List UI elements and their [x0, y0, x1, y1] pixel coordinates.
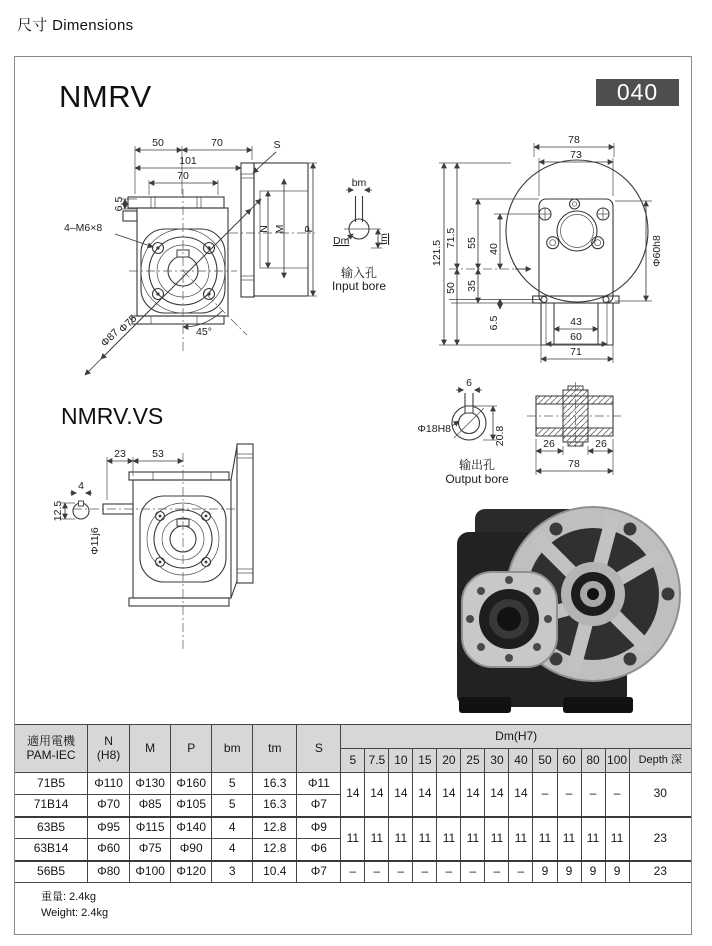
front-phi-75: Φ75 [116, 312, 140, 336]
input-bore-caption-zh: 输入孔 [340, 266, 378, 280]
cell-dm: – [605, 773, 629, 817]
cell-dm: 11 [605, 817, 629, 861]
table-header-row-1 [15, 725, 692, 749]
cell-dm: 11 [581, 817, 605, 861]
cell-tm: 16.3 [253, 773, 297, 795]
cell-dm: – [413, 861, 437, 883]
weight-note-zh: 重量: 2.4kg [41, 891, 97, 903]
input-bore-drawing [332, 177, 390, 293]
cell-n: Φ95 [88, 817, 130, 839]
cell-bm: 3 [212, 861, 253, 883]
output-bore-caption-en: Output bore [445, 472, 509, 486]
front-dim-70-top: 70 [211, 137, 223, 149]
cell-dm: 9 [557, 861, 581, 883]
cell-bm: 4 [212, 839, 253, 861]
weight-note-en: Weight: 2.4kg [41, 906, 109, 919]
rear-dim-121-5: 121.5 [431, 239, 443, 267]
output-bore-drawing [418, 377, 509, 486]
output-phi-18h8: Φ18H8 [417, 423, 451, 435]
header-tm: tm [253, 725, 297, 773]
cell-dm: 11 [461, 817, 485, 861]
vs-dim-23: 23 [114, 448, 126, 460]
rear-dim-43: 43 [570, 316, 582, 328]
header-n: N (H8) [88, 725, 130, 773]
header-s: S [297, 725, 341, 773]
photo-front-flange [462, 572, 557, 667]
header-dm-80: 80 [581, 749, 605, 773]
cell-dm: – [581, 773, 605, 817]
rear-view-drawing [431, 134, 663, 363]
cell-dm: 14 [485, 773, 509, 817]
rear-dim-35: 35 [466, 280, 478, 292]
rear-dim-71-5: 71.5 [445, 227, 457, 249]
cell-s: Φ11 [297, 773, 341, 795]
cell-dm: 14 [437, 773, 461, 817]
rear-dim-73: 73 [570, 149, 582, 161]
front-p-label: P [303, 225, 315, 233]
cell-p: Φ160 [171, 773, 212, 795]
cell-dm: 11 [365, 817, 389, 861]
cell-tm: 12.8 [253, 839, 297, 861]
front-dim-50: 50 [152, 137, 164, 149]
cell-pam: 63B14 [15, 839, 88, 861]
header-dm-h7: Dm(H7) [341, 725, 692, 749]
front-view-drawing [64, 137, 317, 375]
cell-dm: – [509, 861, 533, 883]
cell-dm: 11 [557, 817, 581, 861]
cell-tm: 10.4 [253, 861, 297, 883]
shaft-dim-78: 78 [568, 458, 580, 470]
vs-dim-4: 4 [78, 480, 84, 492]
header-dm-40: 40 [509, 749, 533, 773]
table-row [15, 773, 692, 795]
header-dm-60: 60 [557, 749, 581, 773]
header-dm-7-5: 7.5 [365, 749, 389, 773]
output-bore-caption-zh: 输出孔 [458, 458, 496, 472]
cell-m: Φ130 [130, 773, 171, 795]
cell-dm: – [557, 773, 581, 817]
front-dim-70-plate: 70 [177, 170, 189, 182]
cell-dm: 11 [509, 817, 533, 861]
cell-depth: 30 [629, 773, 691, 817]
table-row [15, 861, 692, 883]
cell-dm: – [461, 861, 485, 883]
cell-n: Φ110 [88, 773, 130, 795]
page-title: 尺寸 Dimensions [17, 17, 134, 34]
cell-dm: 9 [533, 861, 557, 883]
shaft-dim-26-left: 26 [543, 438, 555, 450]
cell-bm: 4 [212, 817, 253, 839]
cell-dm: 14 [389, 773, 413, 817]
vs-dim-12-5: 12.5 [52, 500, 64, 522]
vs-dim-53: 53 [152, 448, 164, 460]
cell-p: Φ120 [171, 861, 212, 883]
cell-pam: 56B5 [15, 861, 88, 883]
rear-dim-6-5: 6.5 [488, 315, 500, 331]
cell-dm: – [485, 861, 509, 883]
product-photo [457, 507, 680, 713]
cell-depth: 23 [629, 861, 691, 883]
cell-dm: – [389, 861, 413, 883]
cell-bm: 5 [212, 773, 253, 795]
cell-depth: 23 [629, 817, 691, 861]
cell-dm: 14 [365, 773, 389, 817]
output-dim-20-8: 20.8 [494, 425, 506, 447]
cell-dm: – [437, 861, 461, 883]
cell-dm: 11 [485, 817, 509, 861]
cell-dm: 14 [413, 773, 437, 817]
cell-dm: 11 [413, 817, 437, 861]
cell-dm: 11 [341, 817, 365, 861]
cell-n: Φ70 [88, 795, 130, 817]
header-m: M [130, 725, 171, 773]
cell-s: Φ7 [297, 795, 341, 817]
cell-dm: 11 [389, 817, 413, 861]
cell-m: Φ115 [130, 817, 171, 839]
cell-dm: 11 [533, 817, 557, 861]
cell-tm: 16.3 [253, 795, 297, 817]
front-n-label: N [258, 225, 270, 233]
weight-notes [15, 883, 691, 922]
cell-m: Φ75 [130, 839, 171, 861]
header-depth: Depth 深 [629, 749, 691, 773]
cell-dm: – [533, 773, 557, 817]
cell-m: Φ85 [130, 795, 171, 817]
header-bm: bm [212, 725, 253, 773]
shaft-dim-26-right: 26 [595, 438, 607, 450]
cell-s: Φ6 [297, 839, 341, 861]
vs-view-drawing [52, 444, 253, 651]
cell-p: Φ140 [171, 817, 212, 839]
cell-pam: 71B5 [15, 773, 88, 795]
cell-n: Φ80 [88, 861, 130, 883]
table-row [15, 817, 692, 839]
table-area [15, 724, 691, 922]
model-vs-title: NMRV.VS [61, 403, 164, 429]
header-p: P [171, 725, 212, 773]
cell-s: Φ7 [297, 861, 341, 883]
header-dm-100: 100 [605, 749, 629, 773]
front-phi-87: Φ87 [98, 326, 122, 350]
technical-drawings [15, 57, 691, 723]
size-badge: 040 [596, 79, 679, 106]
header-pam-iec: 適用電機 PAM-IEC [15, 725, 88, 773]
rear-dim-50: 50 [445, 282, 457, 294]
input-dm-label: Dm [333, 235, 350, 247]
front-m-label: M [274, 224, 286, 234]
header-dm-15: 15 [413, 749, 437, 773]
cell-dm: 14 [509, 773, 533, 817]
header-dm-5: 5 [341, 749, 365, 773]
cell-dm: 9 [581, 861, 605, 883]
cell-m: Φ100 [130, 861, 171, 883]
cell-dm: 14 [461, 773, 485, 817]
header-dm-20: 20 [437, 749, 461, 773]
rear-dim-55: 55 [466, 237, 478, 249]
content-frame [14, 56, 692, 935]
vs-phi-11j6: Φ11j6 [89, 527, 101, 555]
front-bolt-note: 4–M6×8 [64, 222, 103, 234]
rear-dim-78: 78 [568, 134, 580, 146]
model-title: NMRV [59, 79, 152, 114]
cell-tm: 12.8 [253, 817, 297, 839]
cell-bm: 5 [212, 795, 253, 817]
rear-dim-60: 60 [570, 331, 582, 343]
front-dim-101: 101 [179, 155, 197, 167]
cell-dm: – [341, 861, 365, 883]
header-dm-25: 25 [461, 749, 485, 773]
cell-n: Φ60 [88, 839, 130, 861]
dimension-table [14, 724, 692, 883]
output-shaft-drawing [527, 382, 622, 475]
front-s-label: S [273, 139, 281, 151]
input-tm-label: tm [378, 233, 390, 245]
cell-dm: 14 [341, 773, 365, 817]
cell-p: Φ90 [171, 839, 212, 861]
header-dm-10: 10 [389, 749, 413, 773]
cell-p: Φ105 [171, 795, 212, 817]
cell-pam: 71B14 [15, 795, 88, 817]
cell-dm: – [365, 861, 389, 883]
header-dm-50: 50 [533, 749, 557, 773]
cell-pam: 63B5 [15, 817, 88, 839]
rear-dim-40: 40 [488, 243, 500, 255]
header-dm-30: 30 [485, 749, 509, 773]
front-dim-6-5: 6.5 [113, 196, 125, 212]
input-bore-caption-en: Input bore [331, 279, 387, 293]
rear-phi-60h8: Φ60h8 [651, 235, 663, 267]
cell-dm: 11 [437, 817, 461, 861]
rear-dim-71: 71 [570, 346, 582, 358]
cell-s: Φ9 [297, 817, 341, 839]
output-dim-6: 6 [466, 377, 472, 389]
front-angle-45: 45° [196, 326, 212, 338]
input-bm-label: bm [351, 177, 367, 189]
cell-dm: 9 [605, 861, 629, 883]
